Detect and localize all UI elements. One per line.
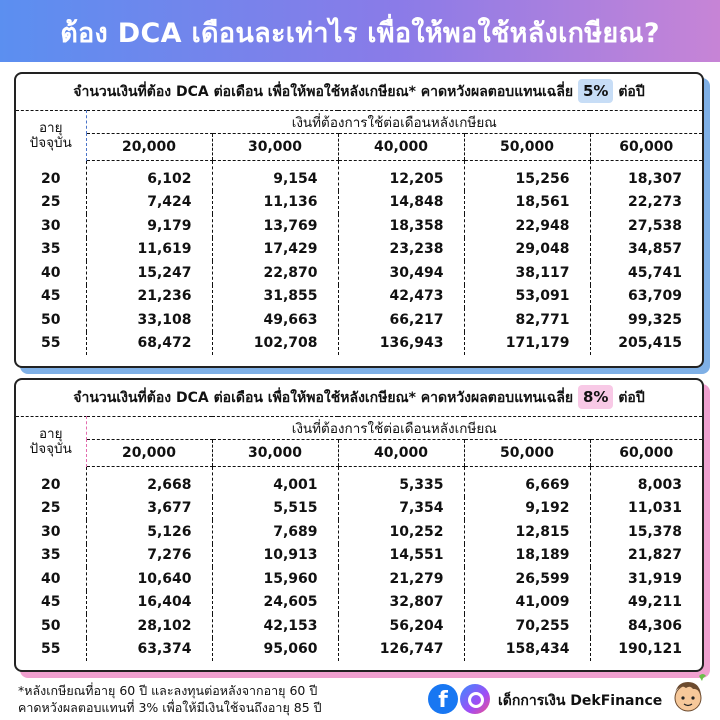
- table-title: [16, 74, 702, 110]
- value-cell: 21,827: [590, 544, 702, 568]
- age-cell: 35: [16, 238, 86, 262]
- value-cell: 10,252: [338, 520, 464, 544]
- value-cell: 56,204: [338, 614, 464, 638]
- value-cell: 21,236: [137, 288, 192, 305]
- age-cell: 20: [16, 467, 86, 497]
- table-row: [16, 520, 702, 544]
- value-cell: 63,709: [590, 285, 702, 309]
- value-cell: 136,943: [338, 332, 464, 356]
- table-row: [16, 467, 702, 497]
- age-cell: 30: [16, 214, 86, 238]
- value-cell: 15,247: [137, 264, 192, 281]
- dca-table-card: [14, 378, 704, 672]
- age-cell: 55: [16, 332, 86, 356]
- value-cell: 42,473: [338, 285, 464, 309]
- value-cell: 21,279: [338, 567, 464, 591]
- age-cell: 55: [16, 638, 86, 662]
- amount-header: 30,000: [212, 440, 338, 467]
- value-cell: 171,179: [464, 332, 590, 356]
- amount-header: 20,000: [86, 440, 212, 467]
- amount-header: 40,000: [338, 440, 464, 467]
- table-row: [16, 285, 702, 309]
- value-cell: 22,273: [590, 191, 702, 215]
- age-cell: 30: [16, 520, 86, 544]
- brand-bar: [428, 684, 708, 718]
- table-row: [16, 261, 702, 285]
- amount-header: 40,000: [338, 134, 464, 161]
- value-cell: 6,102: [147, 170, 192, 187]
- value-cell: 4,001: [212, 467, 338, 497]
- age-cell: 45: [16, 285, 86, 309]
- facebook-icon[interactable]: f: [428, 684, 458, 714]
- value-cell: 9,192: [464, 497, 590, 521]
- value-cell: 12,205: [338, 161, 464, 191]
- value-cell: 29,048: [464, 238, 590, 262]
- value-cell: 28,102: [137, 617, 192, 634]
- value-cell: 11,031: [590, 497, 702, 521]
- messenger-icon[interactable]: [460, 684, 490, 714]
- value-cell: 18,358: [338, 214, 464, 238]
- value-cell: 18,561: [464, 191, 590, 215]
- value-cell: 7,424: [147, 194, 192, 211]
- table-title-suffix: ต่อปี: [618, 84, 645, 100]
- value-cell: 15,256: [464, 161, 590, 191]
- value-cell: 16,404: [137, 594, 192, 611]
- dca-table: [16, 416, 702, 661]
- value-cell: 23,238: [338, 238, 464, 262]
- table-row: [16, 308, 702, 332]
- value-cell: 14,848: [338, 191, 464, 215]
- footnote-line2: คาดหวังผลตอบแทนที่ 3% เพื่อให้มีเงินใช้จนถึงอายุ 85 ปี: [18, 700, 322, 715]
- amount-header: 20,000: [86, 134, 212, 161]
- age-column-header: [16, 417, 86, 467]
- table-row: [16, 497, 702, 521]
- value-cell: 17,429: [212, 238, 338, 262]
- spend-header: เงินที่ต้องการใช้ต่อเดือนหลังเกษียณ: [86, 111, 702, 134]
- value-cell: 42,153: [212, 614, 338, 638]
- rate-badge: 5%: [578, 79, 613, 103]
- table-body: [16, 161, 702, 356]
- age-header-line1: อายุ: [38, 119, 63, 136]
- mascot-avatar-icon: [668, 672, 708, 716]
- amount-header: 50,000: [464, 440, 590, 467]
- age-column-header: [16, 111, 86, 161]
- value-cell: 32,807: [338, 591, 464, 615]
- value-cell: 126,747: [338, 638, 464, 662]
- value-cell: 70,255: [464, 614, 590, 638]
- age-cell: 50: [16, 614, 86, 638]
- value-cell: 11,136: [212, 191, 338, 215]
- value-cell: 26,599: [464, 567, 590, 591]
- value-cell: 33,108: [137, 311, 192, 328]
- age-cell: 40: [16, 567, 86, 591]
- amount-header: 30,000: [212, 134, 338, 161]
- value-cell: 30,494: [338, 261, 464, 285]
- value-cell: 9,154: [212, 161, 338, 191]
- amount-header: 50,000: [464, 134, 590, 161]
- table-row: [16, 332, 702, 356]
- value-cell: 13,769: [212, 214, 338, 238]
- value-cell: 84,306: [590, 614, 702, 638]
- value-cell: 18,307: [590, 161, 702, 191]
- age-header-line2: ปัจจุบัน: [29, 134, 72, 151]
- value-cell: 102,708: [212, 332, 338, 356]
- value-cell: 7,354: [338, 497, 464, 521]
- age-cell: 40: [16, 261, 86, 285]
- table-row: [16, 544, 702, 568]
- table-body: [16, 467, 702, 662]
- table-row: [16, 591, 702, 615]
- age-cell: 20: [16, 161, 86, 191]
- age-cell: 50: [16, 308, 86, 332]
- table-row: [16, 161, 702, 191]
- header-banner: [0, 0, 720, 62]
- value-cell: 5,515: [212, 497, 338, 521]
- value-cell: 3,677: [147, 500, 192, 517]
- footnote-line1: *หลังเกษียณที่อายุ 60 ปี และลงทุนต่อหลังจากอายุ 60 ปี: [18, 683, 318, 698]
- table-row: [16, 638, 702, 662]
- value-cell: 5,126: [147, 523, 192, 540]
- value-cell: 7,689: [212, 520, 338, 544]
- dca-table: [16, 110, 702, 355]
- table-title: [16, 380, 702, 416]
- value-cell: 22,870: [212, 261, 338, 285]
- table-title-prefix: จำนวนเงินที่ต้อง DCA ต่อเดือน เพื่อให้พอใช้หลังเกษียณ* คาดหวังผลตอบแทนเฉลี่ย: [73, 84, 574, 100]
- table-row: [16, 191, 702, 215]
- age-header-line2: ปัจจุบัน: [29, 440, 72, 457]
- table-row: [16, 614, 702, 638]
- age-cell: 35: [16, 544, 86, 568]
- value-cell: 8,003: [590, 467, 702, 497]
- value-cell: 27,538: [590, 214, 702, 238]
- table-title-suffix: ต่อปี: [618, 390, 645, 406]
- value-cell: 49,211: [590, 591, 702, 615]
- value-cell: 31,855: [212, 285, 338, 309]
- footnote: [18, 682, 322, 716]
- value-cell: 2,668: [147, 476, 192, 493]
- value-cell: 190,121: [590, 638, 702, 662]
- value-cell: 66,217: [338, 308, 464, 332]
- age-cell: 25: [16, 497, 86, 521]
- value-cell: 38,117: [464, 261, 590, 285]
- rate-badge: 8%: [578, 385, 613, 409]
- value-cell: 5,335: [338, 467, 464, 497]
- amount-header: 60,000: [590, 440, 702, 467]
- value-cell: 205,415: [590, 332, 702, 356]
- value-cell: 49,663: [212, 308, 338, 332]
- value-cell: 99,325: [590, 308, 702, 332]
- brand-name: เด็กการเงิน DekFinance: [498, 693, 663, 709]
- page-title: ต้อง DCA เดือนละเท่าไร เพื่อให้พอใช้หลังเกษียณ?: [60, 18, 660, 49]
- value-cell: 7,276: [147, 547, 192, 564]
- value-cell: 82,771: [464, 308, 590, 332]
- age-header-line1: อายุ: [38, 425, 63, 442]
- value-cell: 41,009: [464, 591, 590, 615]
- value-cell: 34,857: [590, 238, 702, 262]
- value-cell: 6,669: [464, 467, 590, 497]
- value-cell: 53,091: [464, 285, 590, 309]
- value-cell: 10,913: [212, 544, 338, 568]
- age-cell: 25: [16, 191, 86, 215]
- table-title-prefix: จำนวนเงินที่ต้อง DCA ต่อเดือน เพื่อให้พอใช้หลังเกษียณ* คาดหวังผลตอบแทนเฉลี่ย: [73, 390, 574, 406]
- table-row: [16, 214, 702, 238]
- value-cell: 15,960: [212, 567, 338, 591]
- value-cell: 22,948: [464, 214, 590, 238]
- value-cell: 31,919: [590, 567, 702, 591]
- value-cell: 11,619: [137, 241, 192, 258]
- value-cell: 45,741: [590, 261, 702, 285]
- value-cell: 10,640: [137, 570, 192, 587]
- value-cell: 68,472: [137, 335, 192, 352]
- table-row: [16, 238, 702, 262]
- age-cell: 45: [16, 591, 86, 615]
- value-cell: 12,815: [464, 520, 590, 544]
- value-cell: 158,434: [464, 638, 590, 662]
- value-cell: 15,378: [590, 520, 702, 544]
- table-row: [16, 567, 702, 591]
- value-cell: 18,189: [464, 544, 590, 568]
- value-cell: 9,179: [147, 217, 192, 234]
- value-cell: 24,605: [212, 591, 338, 615]
- value-cell: 14,551: [338, 544, 464, 568]
- value-cell: 95,060: [212, 638, 338, 662]
- value-cell: 63,374: [137, 641, 192, 658]
- dca-table-card: [14, 72, 704, 368]
- amount-header: 60,000: [590, 134, 702, 161]
- spend-header: เงินที่ต้องการใช้ต่อเดือนหลังเกษียณ: [86, 417, 702, 440]
